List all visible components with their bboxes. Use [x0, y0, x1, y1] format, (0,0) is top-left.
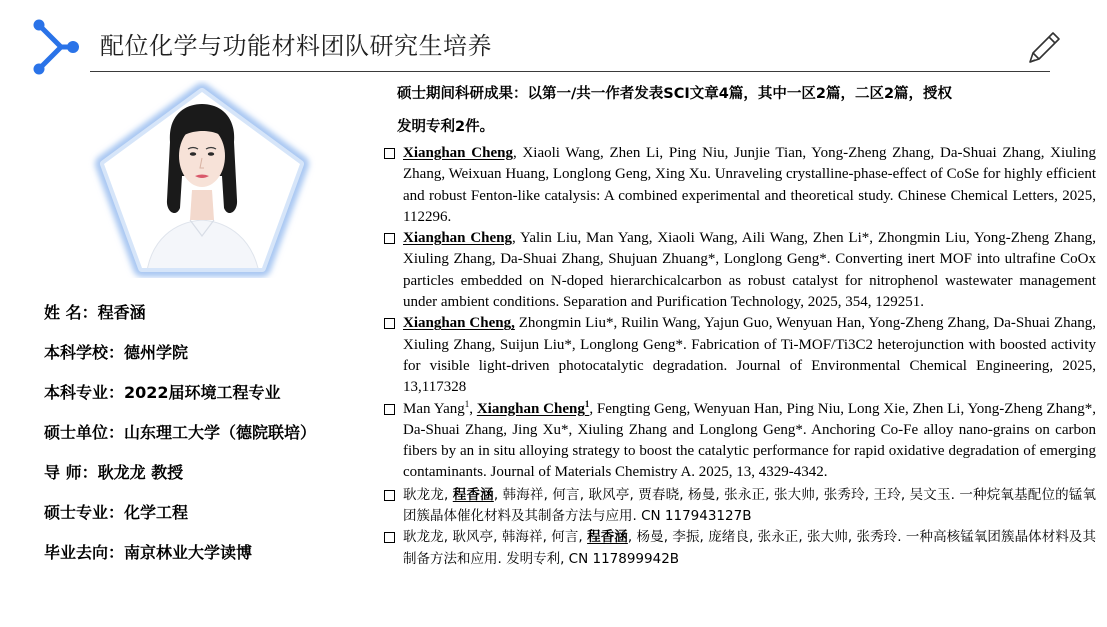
highlighted-author: Xianghan Cheng	[403, 145, 513, 161]
co-first-mark: 1	[464, 398, 470, 409]
research-summary-line1: 硕士期间科研成果：以第一/共一作者发表SCI文章4篇，其中一区2篇，二区2篇，授权	[397, 86, 953, 102]
profile-row-master-unit: 硕士单位：山东理工大学（德院联培）	[44, 423, 317, 442]
highlighted-author: Xianghan Cheng$^1$	[476, 398, 590, 417]
profile-row-master-major: 硕士专业：化学工程	[44, 503, 189, 522]
highlighted-author: Xianghan Cheng,	[403, 315, 515, 332]
patent-text: , 杨曼, 李振, 庞绪良, 张永正, 张大帅, 张秀玲. 一种高核锰氧团簇晶体材料及其制备方法和应用. 发明专利, CN 117899942B	[403, 529, 1097, 567]
profile-row-advisor: 导 师：耿龙龙 教授	[44, 463, 184, 482]
profile-row-undergrad-major: 本科专业：2022届环境工程专业	[44, 383, 281, 402]
publication-item	[384, 143, 1096, 228]
publication-item	[384, 313, 1096, 398]
profile-row-undergrad-school: 本科学校：德州学院	[44, 343, 189, 362]
publication-list	[384, 143, 1096, 570]
network-node-logo	[28, 16, 80, 78]
publication-item: Man Yang$^1$, Xianghan Cheng$^1$, Fengting Geng, Wenyuan Han, Ping Niu, Long Xie, Zhen Li, Yong-Zheng Zhang*, Da-Shuai Zhang, Jing Xu*, Xiuling Zhang and Longlong Geng*. Anchoring Co-Fe alloy nano-grains on carbon fibers by an in situ alloying strategy to boost the catalytic performance for rapid oxidative degradation of emerging contaminants. Journal of Materials Chemistry A. 2025, 13, 4329-4342.	[384, 399, 1096, 484]
research-summary-line2: 发明专利2件。	[397, 119, 495, 135]
highlighted-author: 程香涵	[587, 529, 628, 546]
publication-item	[384, 228, 1096, 313]
profile-photo	[88, 80, 316, 278]
patent-item: 耿龙龙, 程香涵, 韩海祥, 何言, 耿风亭, 贾春晓, 杨曼, 张永正, 张大帅, 张秀玲, 王玲, 吴文玉. 一种烷氧基配位的锰氧团簇晶体催化材料及其制备方法与应用. CN 117943127B	[384, 485, 1096, 528]
publication-text: , Yalin Liu, Man Yang, Xiaoli Wang, Aili Wang, Zhen Li*, Zhongmin Liu, Yong-Zheng Zhang, Xiuling Zhang, Da-Shuai Zhang, Shujuan Zhuang*, Longlong Geng*. Converting inert MOF into ultrafine CoOx particles embedded on N-doped hierarchicalcarbon as robust catalyst for nitrophenol wastewater management under ambient conditions. Separation and Purification Technology, 2025, 354, 129251.	[403, 230, 1096, 311]
pen-icon	[1024, 28, 1064, 68]
coauthor: Man Yang	[403, 400, 465, 417]
publication-text: , Fengting Geng, Wenyuan Han, Ping Niu, Long Xie, Zhen Li, Yong-Zheng Zhang*, Da-Shuai Zhang, Jing Xu*, Xiuling Zhang and Longlong Geng*. Anchoring Co-Fe alloy nano-grains on carbon fibers by an in situ alloying strategy to boost the catalytic performance for rapid oxidative degradation of emerging contaminants. Journal of Materials Chemistry A. 2025, 13, 4329-4342.	[403, 400, 1096, 481]
highlighted-author: 程香涵	[452, 486, 494, 503]
patent-text: , 韩海祥, 何言, 耿风亭, 贾春晓, 杨曼, 张永正, 张大帅, 张秀玲, 王玲, 吴文玉. 一种烷氧基配位的锰氧团簇晶体催化材料及其制备方法与应用. CN 117943127B	[403, 486, 1096, 525]
profile-info-list	[44, 302, 316, 582]
publication-text: Zhongmin Liu*, Ruilin Wang, Yajun Guo, Wenyuan Han, Yong-Zheng Zhang, Da-Shuai Zhang, Xiuling Zhang, Suijun Liu*, Longlong Geng*. Fabrication of Ti-MOF/Ti3C2 heterojunction with boosted activity for visible light-driven photocatalytic degradation. Journal of Environmental Chemical Engineering, 2025, 13,117328	[403, 315, 1096, 396]
highlighted-author: Xianghan Cheng	[403, 230, 513, 247]
page-title: 配位化学与功能材料团队研究生培养	[100, 32, 492, 60]
research-summary	[397, 78, 1097, 144]
profile-row-destination: 毕业去向：南京林业大学读博	[44, 543, 253, 562]
publication-text: , Xiaoli Wang, Zhen Li, Ping Niu, Junjie Tian, Yong-Zheng Zhang, Da-Shuai Zhang, Xiuling Zhang, Weixuan Huang, Longlong Geng, Xing Xu. Unraveling crystalline-phase-effect of CoSe for highly efficient and robust Fenton-like catalysis: A combined experimental and theoretical study. Chinese Chemical Letters, 2025, 112296.	[403, 145, 1097, 225]
patent-item: 耿龙龙, 耿风亭, 韩海祥, 何言, 程香涵, 杨曼, 李振, 庞绪良, 张永正, 张大帅, 张秀玲. 一种高核锰氧团簇晶体材料及其制备方法和应用. 发明专利, CN 117899942B	[384, 527, 1096, 570]
profile-row-name: 姓 名：程香涵	[44, 303, 146, 322]
header-divider	[90, 71, 1050, 72]
